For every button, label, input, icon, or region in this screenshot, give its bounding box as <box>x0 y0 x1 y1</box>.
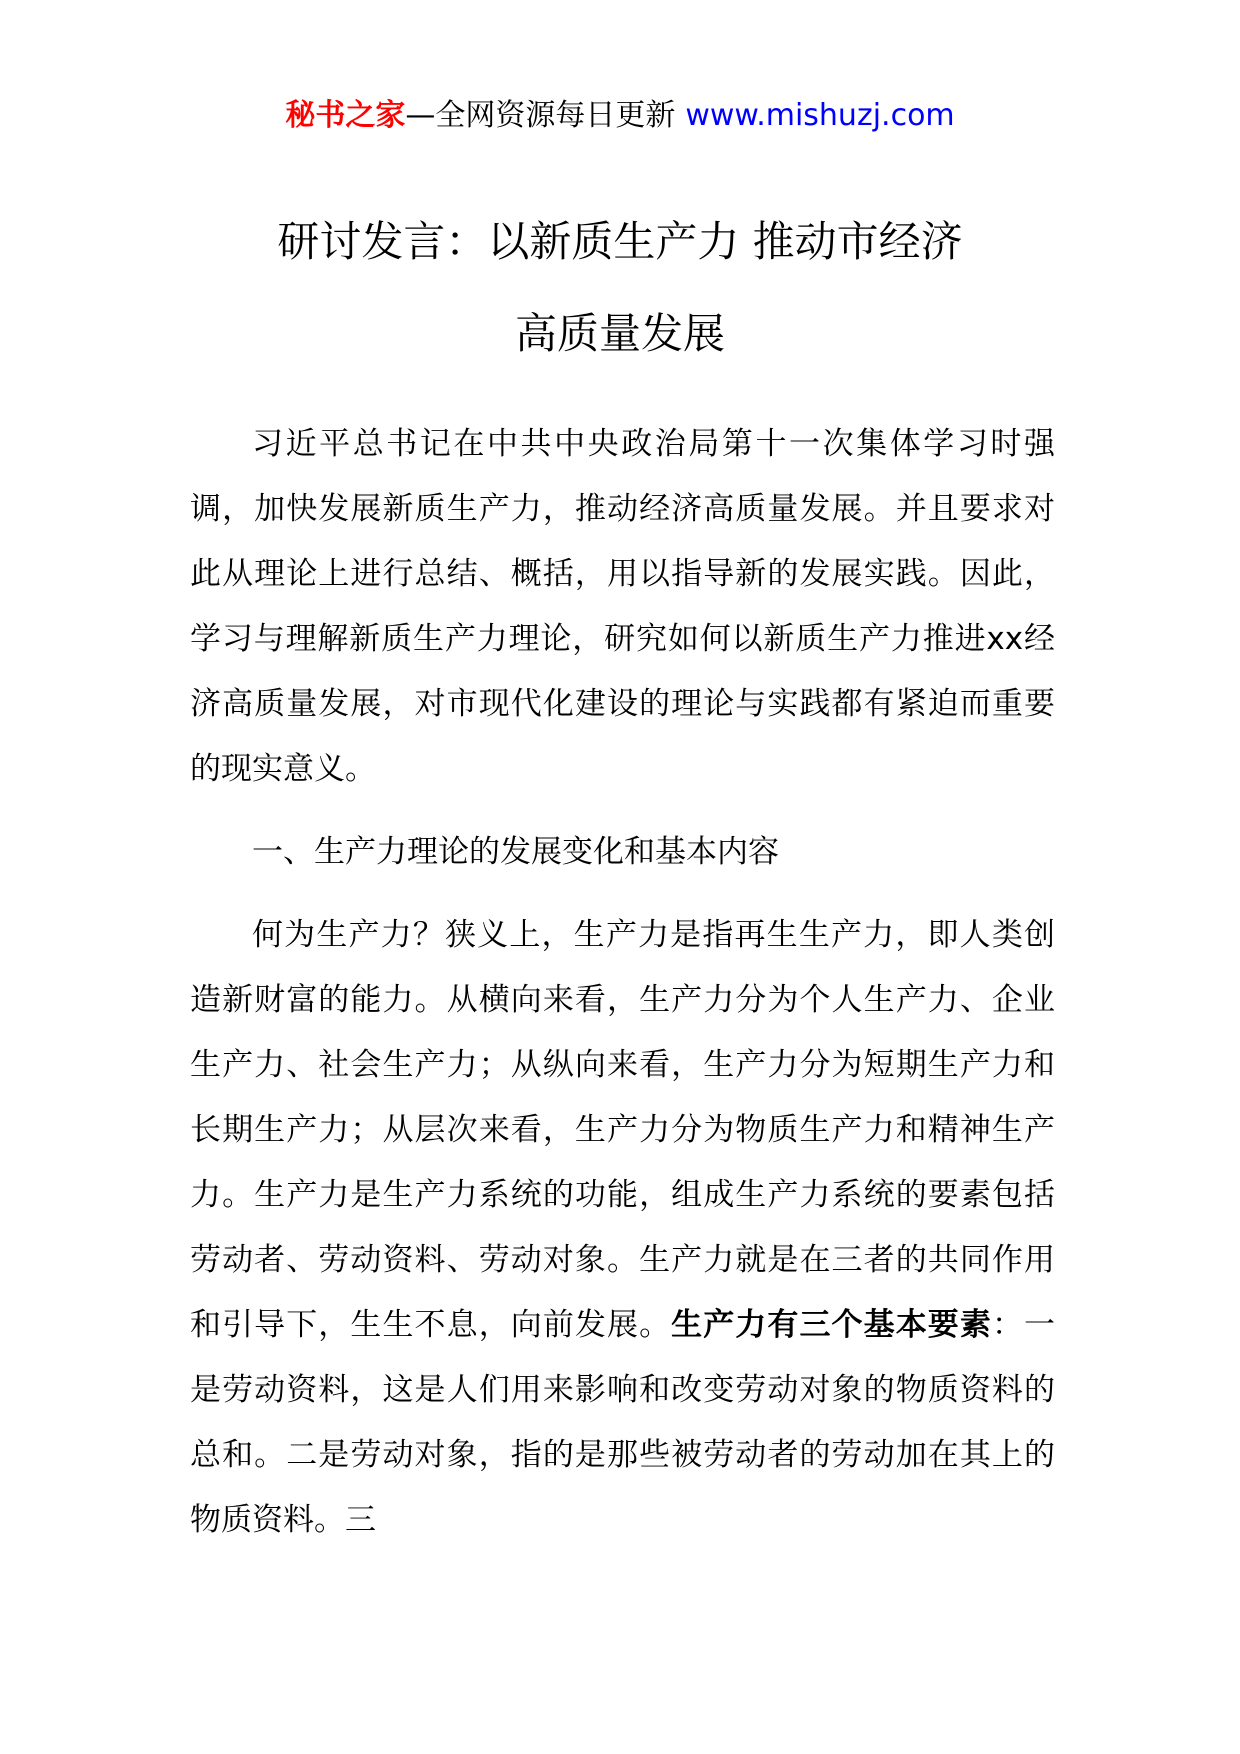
site-link[interactable]: www.mishuzj.com <box>685 98 955 133</box>
bold-emphasis: 生产力有三个基本要素 <box>671 1307 992 1343</box>
document-body <box>190 412 1055 1553</box>
header-banner <box>0 96 1240 136</box>
document-title <box>190 196 1050 380</box>
header-tagline: —全网资源每日更新 <box>405 98 676 133</box>
brand-name: 秘书之家 <box>285 98 406 133</box>
paragraph-text-part1: 何为生产力？狭义上，生产力是指再生生产力，即人类创造新财富的能力。从横向来看，生产力分为个人生产力、企业生产力、社会生产力；从纵向来看，生产力分为短期生产力和长期生产力；从层次来看，生产力分为物质生产力和精神生产力。生产力是生产力系统的功能，组成生产力系统的要素包括劳动者、劳动资料、劳动对象。生产力就是在三者的共同作用和引导下，生生不息，向前发展。 <box>190 917 1055 1343</box>
section-heading: 一、生产力理论的发展变化和基本内容 <box>252 834 779 870</box>
paragraph-intro: 习近平总书记在中共中央政治局第十一次集体学习时强调，加快发展新质生产力，推动经济高质量发展。并且要求对此从理论上进行总结、概括，用以指导新的发展实践。因此，学习与理解新质生产力理论，研究如何以新质生产力推进xx经济高质量发展，对市现代化建设的理论与实践都有紧迫而重要的现实意义。 <box>190 426 1055 787</box>
title-line-2: 高质量发展 <box>514 309 725 358</box>
paragraph-text-part2: ：一是劳动资料，这是人们用来影响和改变劳动对象的物质资料的总和。二是劳动对象，指的是那些被劳动者的劳动加在其上的物质资料。三 <box>190 1307 1056 1538</box>
title-line-1: 研讨发言：以新质生产力 推动市经济 <box>277 217 963 266</box>
paragraph-productivity <box>190 903 1055 1553</box>
